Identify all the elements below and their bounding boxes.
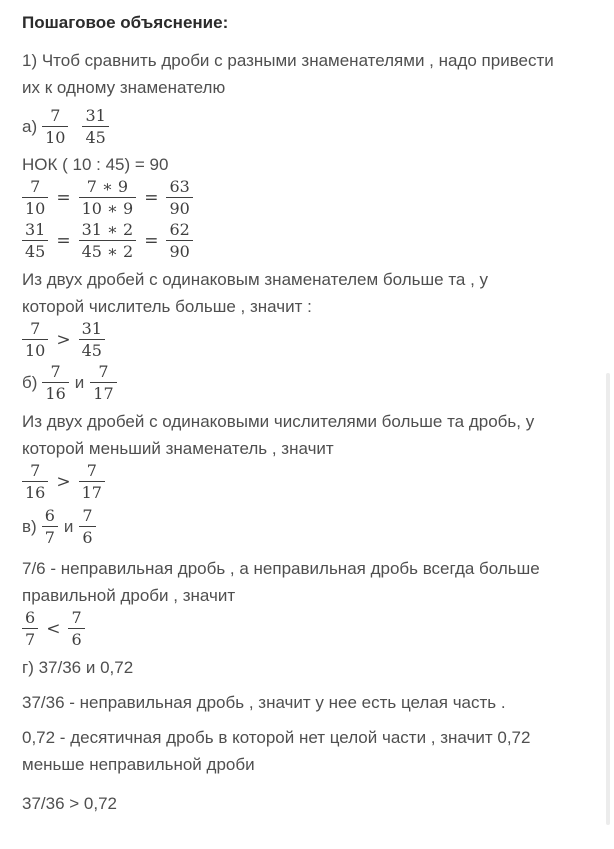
text-line: Из двух дробей с одинаковыми числителями больше та дробь, у [22, 412, 535, 431]
item-v-label: в) [22, 517, 37, 536]
fraction-bar [22, 339, 48, 340]
text-line: 1) Чтоб сравнить дроби с разными знаменателями , надо привести [22, 51, 554, 70]
denominator: 16 [45, 384, 66, 403]
greater-than-sign: > [56, 330, 71, 350]
numerator: 7 [98, 362, 109, 382]
fraction [42, 363, 68, 403]
fraction-bar [79, 339, 105, 340]
fraction-bar [79, 526, 95, 527]
text-line: Из двух дробей с одинаковым знаменателем больше та , у [22, 270, 489, 289]
less-than-sign: < [46, 619, 61, 639]
numerator: 7 [50, 106, 61, 126]
numerator: 31 [85, 106, 106, 126]
fraction [22, 178, 48, 218]
equals-sign: = [56, 231, 71, 251]
denominator: 16 [25, 483, 46, 502]
comparison-v-result [22, 609, 604, 649]
text-line: меньше неправильной дроби [22, 755, 255, 774]
numerator: 31 [81, 319, 102, 339]
denominator: 17 [81, 483, 102, 502]
fraction [90, 363, 116, 403]
fraction-bar [22, 197, 48, 198]
text-line: которой меньший знаменатель , значит [22, 439, 334, 458]
denominator: 45 [81, 341, 102, 360]
page-title: Пошаговое объяснение: [22, 13, 229, 32]
fractions-item-a [22, 107, 604, 147]
fraction-bar [79, 197, 137, 198]
fraction [79, 178, 137, 218]
item-b-label: б) [22, 373, 38, 392]
fraction-bar [79, 240, 137, 241]
denominator: 10 [45, 128, 66, 147]
fraction-bar [90, 382, 116, 383]
numerator: 62 [169, 220, 190, 240]
fraction-bar [166, 240, 192, 241]
comparison-a-result [22, 320, 604, 360]
fraction [79, 221, 137, 261]
equals-sign: = [56, 188, 71, 208]
text-line: правильной дроби , значит [22, 586, 236, 605]
numerator: 63 [169, 177, 190, 197]
equation-31-45-expansion [22, 221, 604, 261]
item-a-label: а) [22, 117, 38, 136]
nok-line: НОК ( 10 : 45) = 90 [22, 155, 169, 174]
fraction [68, 609, 84, 649]
numerator: 31 [25, 220, 46, 240]
paragraph-same-denominator-rule [22, 266, 604, 320]
scrollbar-thumb[interactable] [606, 373, 610, 825]
denominator: 10 ∗ 9 [81, 199, 134, 218]
greater-than-sign: > [56, 472, 71, 492]
text-line: которой числитель больше , значит : [22, 297, 312, 316]
denominator: 6 [71, 630, 82, 649]
fraction-bar [22, 628, 38, 629]
fractions-item-v [22, 507, 604, 547]
numerator: 7 ∗ 9 [86, 177, 129, 197]
fraction [79, 507, 95, 547]
text-line: 7/6 - неправильная дробь , а неправильная дробь всегда больше [22, 559, 540, 578]
denominator: 7 [44, 528, 55, 547]
denominator: 10 [25, 199, 46, 218]
equation-7-10-expansion [22, 178, 604, 218]
denominator: 45 [25, 242, 46, 261]
fraction [22, 609, 38, 649]
final-answer-line: 37/36 > 0,72 [22, 794, 118, 813]
numerator: 7 [30, 461, 41, 481]
numerator: 6 [44, 506, 55, 526]
fractions-item-b [22, 363, 604, 403]
denominator: 45 ∗ 2 [81, 242, 134, 261]
numerator: 7 [71, 608, 82, 628]
fraction [42, 107, 68, 147]
fraction-bar [42, 526, 58, 527]
paragraph-decimal-fraction [22, 724, 604, 778]
denominator: 17 [93, 384, 114, 403]
fraction [82, 107, 108, 147]
numerator: 31 ∗ 2 [81, 220, 134, 240]
text-line: 37/36 - неправильная дробь , значит у нее есть целая часть . [22, 693, 506, 712]
fraction-bar [82, 126, 108, 127]
fraction [79, 462, 105, 502]
fraction [79, 320, 105, 360]
denominator: 45 [85, 128, 106, 147]
fraction [22, 320, 48, 360]
fraction [166, 221, 192, 261]
fraction-bar [42, 382, 68, 383]
fraction [42, 507, 58, 547]
fraction [166, 178, 192, 218]
numerator: 7 [30, 177, 41, 197]
denominator: 10 [25, 341, 46, 360]
fraction-bar [22, 240, 48, 241]
numerator: 7 [30, 319, 41, 339]
numerator: 7 [86, 461, 97, 481]
fraction [22, 221, 48, 261]
denominator: 90 [169, 242, 190, 261]
paragraph-37-36-improper [22, 689, 604, 716]
paragraph-intro [22, 47, 604, 101]
fraction-bar [68, 628, 84, 629]
fraction-bar [79, 481, 105, 482]
numerator: 6 [25, 608, 36, 628]
equals-sign: = [144, 188, 159, 208]
fraction-bar [166, 197, 192, 198]
text-line: 0,72 - десятичная дробь в которой нет целой части , значит 0,72 [22, 728, 531, 747]
paragraph-same-numerator-rule [22, 408, 604, 462]
conjunction-and: и [74, 373, 85, 392]
paragraph-improper-fraction-rule [22, 555, 604, 609]
fraction [22, 462, 48, 502]
conjunction-and: и [63, 517, 74, 536]
equals-sign: = [144, 231, 159, 251]
comparison-b-result [22, 462, 604, 502]
fraction-bar [22, 481, 48, 482]
text-line: их к одному знаменателю [22, 78, 226, 97]
denominator: 7 [25, 630, 36, 649]
denominator: 90 [169, 199, 190, 218]
item-g-line: г) 37/36 и 0,72 [22, 658, 134, 677]
fraction-bar [42, 126, 68, 127]
numerator: 7 [50, 362, 61, 382]
numerator: 7 [82, 506, 93, 526]
denominator: 6 [82, 528, 93, 547]
